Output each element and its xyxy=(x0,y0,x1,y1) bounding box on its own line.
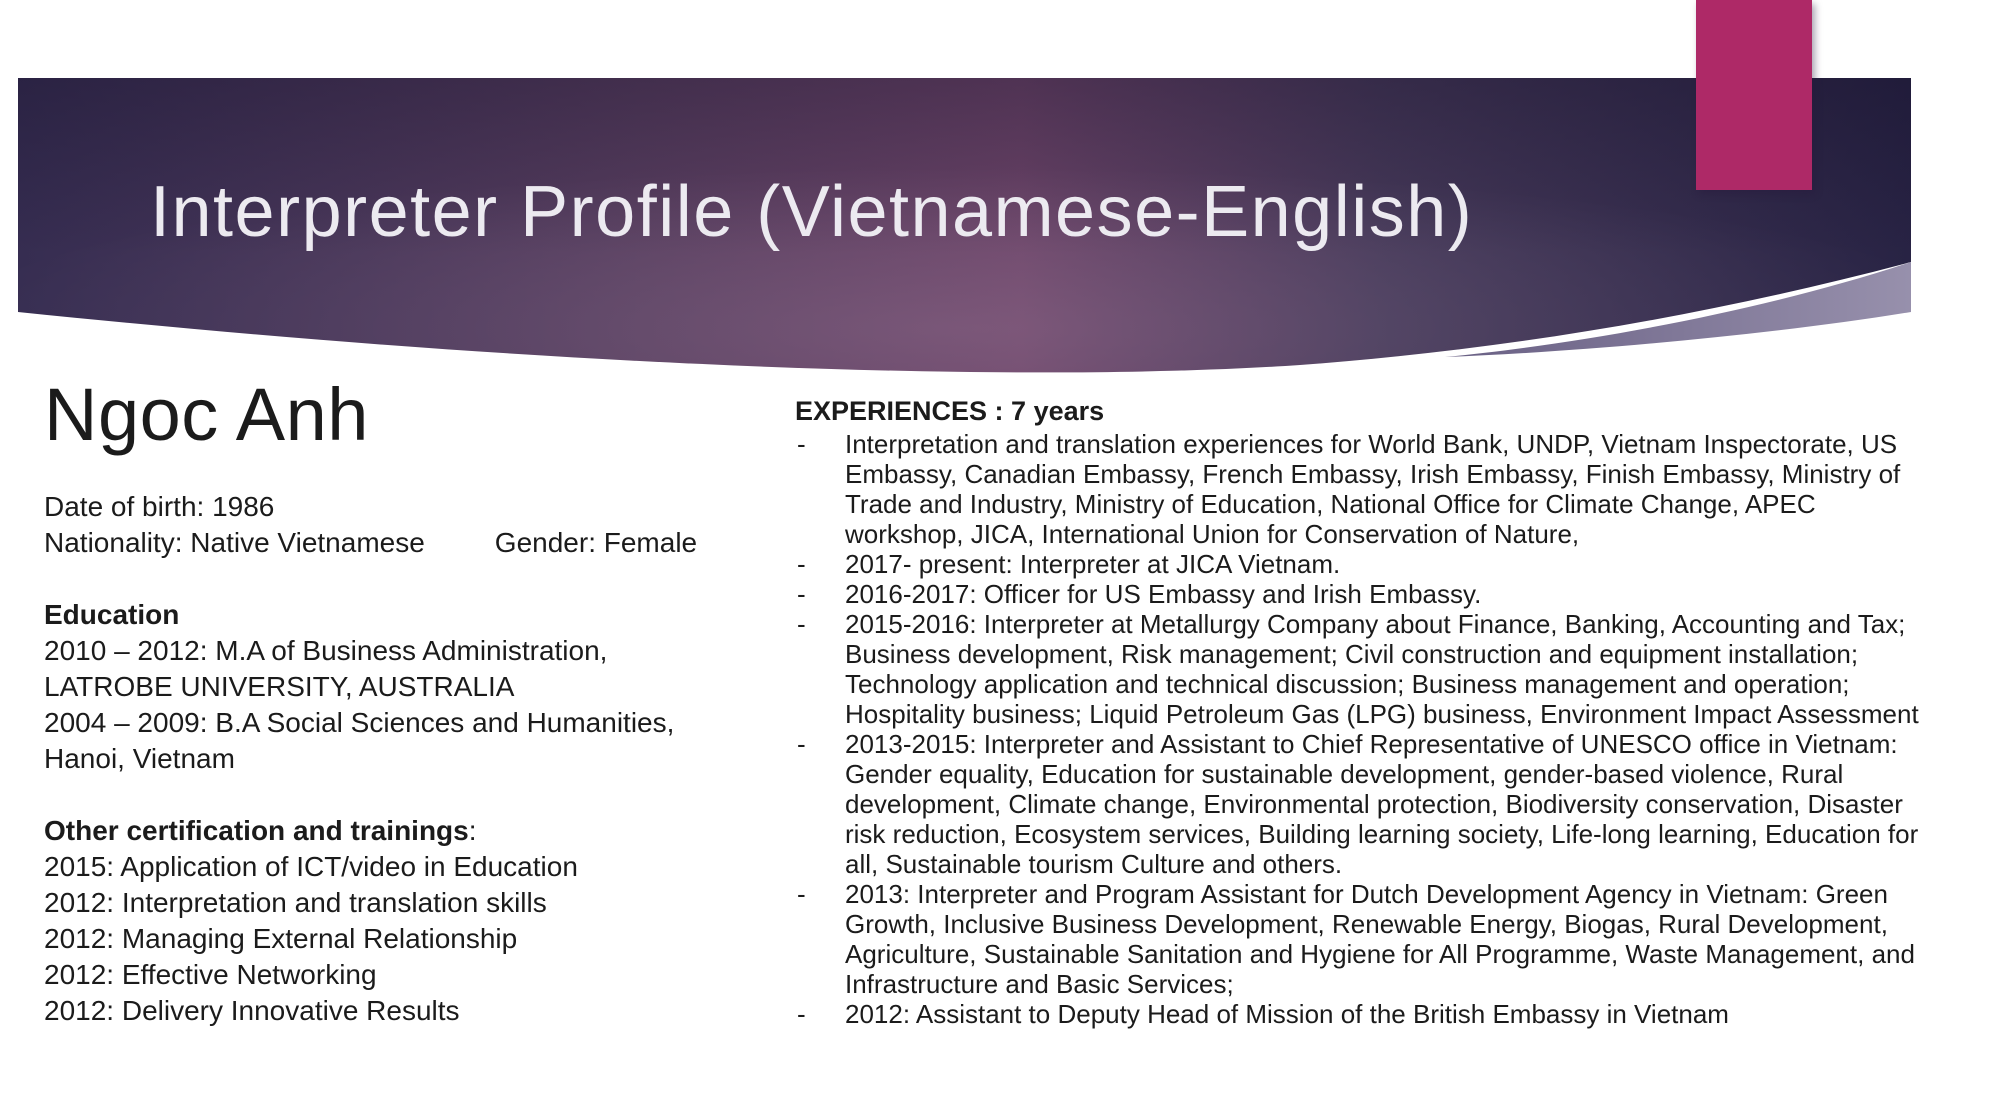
education-item-line: Hanoi, Vietnam xyxy=(44,743,235,775)
experiences-list xyxy=(795,429,1920,1029)
dash-bullet: - xyxy=(797,879,806,909)
certification-item: 2012: Interpretation and translation skills xyxy=(44,887,547,919)
profile-nationality: Nationality: Native Vietnamese xyxy=(44,527,425,559)
experiences-heading: EXPERIENCES : 7 years xyxy=(795,396,1105,426)
experience-text: 2013: Interpreter and Program Assistant for Dutch Development Agency in Vietnam: Green Growth, Inclusive Business Development, Renewable Energy, Biogas, Rural Development, Agriculture, Sustainable Sanitation and Hygiene for All Programme, Waste Management, and Infrastructure and Basic Services; xyxy=(845,879,1915,999)
experiences-column xyxy=(795,396,1920,1029)
experience-text: 2013-2015: Interpreter and Assistant to Chief Representative of UNESCO office in Vietnam: Gender equality, Education for sustainable development, gender-based violence, Rural development, Climate change, Environmental protection, Biodiversity conservation, Disaster risk reduction, Ecosystem services, Building learning society, Life-long learning, Education for all, Sustainable tourism Culture and others. xyxy=(845,729,1919,879)
certification-item: 2012: Effective Networking xyxy=(44,959,377,991)
experience-item xyxy=(795,999,1920,1029)
education-section xyxy=(44,597,716,777)
certification-item: 2012: Managing External Relationship xyxy=(44,923,518,955)
dash-bullet: - xyxy=(797,999,806,1029)
experience-item xyxy=(795,429,1920,549)
experience-item xyxy=(795,609,1920,729)
education-item xyxy=(44,633,716,705)
certifications-section xyxy=(44,813,716,1029)
profile-column xyxy=(44,372,716,1029)
profile-dob-line: Date of birth: 1986 xyxy=(44,491,275,523)
education-item xyxy=(44,705,716,777)
profile-name: Ngoc Anh xyxy=(44,373,369,456)
education-item-line: LATROBE UNIVERSITY, AUSTRALIA xyxy=(44,671,515,703)
certification-item: 2012: Delivery Innovative Results xyxy=(44,995,460,1027)
experience-item xyxy=(795,879,1920,999)
dash-bullet: - xyxy=(797,609,806,639)
experience-text: 2016-2017: Officer for US Embassy and Irish Embassy. xyxy=(845,579,1482,609)
dash-bullet: - xyxy=(797,579,806,609)
profile-gender: Gender: Female xyxy=(494,527,698,559)
education-item-line: 2004 – 2009: B.A Social Sciences and Humanities, xyxy=(44,707,675,739)
certifications-heading: Other certification and trainings xyxy=(44,815,469,847)
education-item-line: 2010 – 2012: M.A of Business Administration, xyxy=(44,635,608,667)
dash-bullet: - xyxy=(797,549,806,579)
dash-bullet: - xyxy=(797,429,806,459)
experience-item xyxy=(795,549,1920,579)
certification-item: 2015: Application of ICT/video in Education xyxy=(44,851,578,883)
profile-nationality-line xyxy=(44,525,716,561)
experience-text: 2017- present: Interpreter at JICA Vietnam. xyxy=(845,549,1341,579)
experience-text: 2012: Assistant to Deputy Head of Mission of the British Embassy in Vietnam xyxy=(845,999,1729,1029)
education-heading: Education xyxy=(44,599,180,631)
slide-title: Interpreter Profile (Vietnamese-English) xyxy=(150,172,1474,252)
experience-item xyxy=(795,729,1920,879)
dash-bullet: - xyxy=(797,729,806,759)
experience-text: 2015-2016: Interpreter at Metallurgy Company about Finance, Banking, Accounting and Tax; Business development, Risk management; Civil construction and equipment installation; Technology application and technical discussion; Business management and operation; Hospitality business; Liquid Petroleum Gas (LPG) business, Environment Impact Assessment xyxy=(845,609,1919,729)
experience-item xyxy=(795,579,1920,609)
accent-rectangle xyxy=(1696,0,1812,190)
experience-text: Interpretation and translation experiences for World Bank, UNDP, Vietnam Inspectorate, US Embassy, Canadian Embassy, French Embassy, Irish Embassy, Finish Embassy, Ministry of Trade and Industry, Ministry of Education, National Office for Climate Change, APEC workshop, JICA, International Union for Conservation of Nature, xyxy=(845,429,1901,549)
certifications-heading-line xyxy=(44,813,716,849)
certifications-heading-colon: : xyxy=(468,815,477,847)
